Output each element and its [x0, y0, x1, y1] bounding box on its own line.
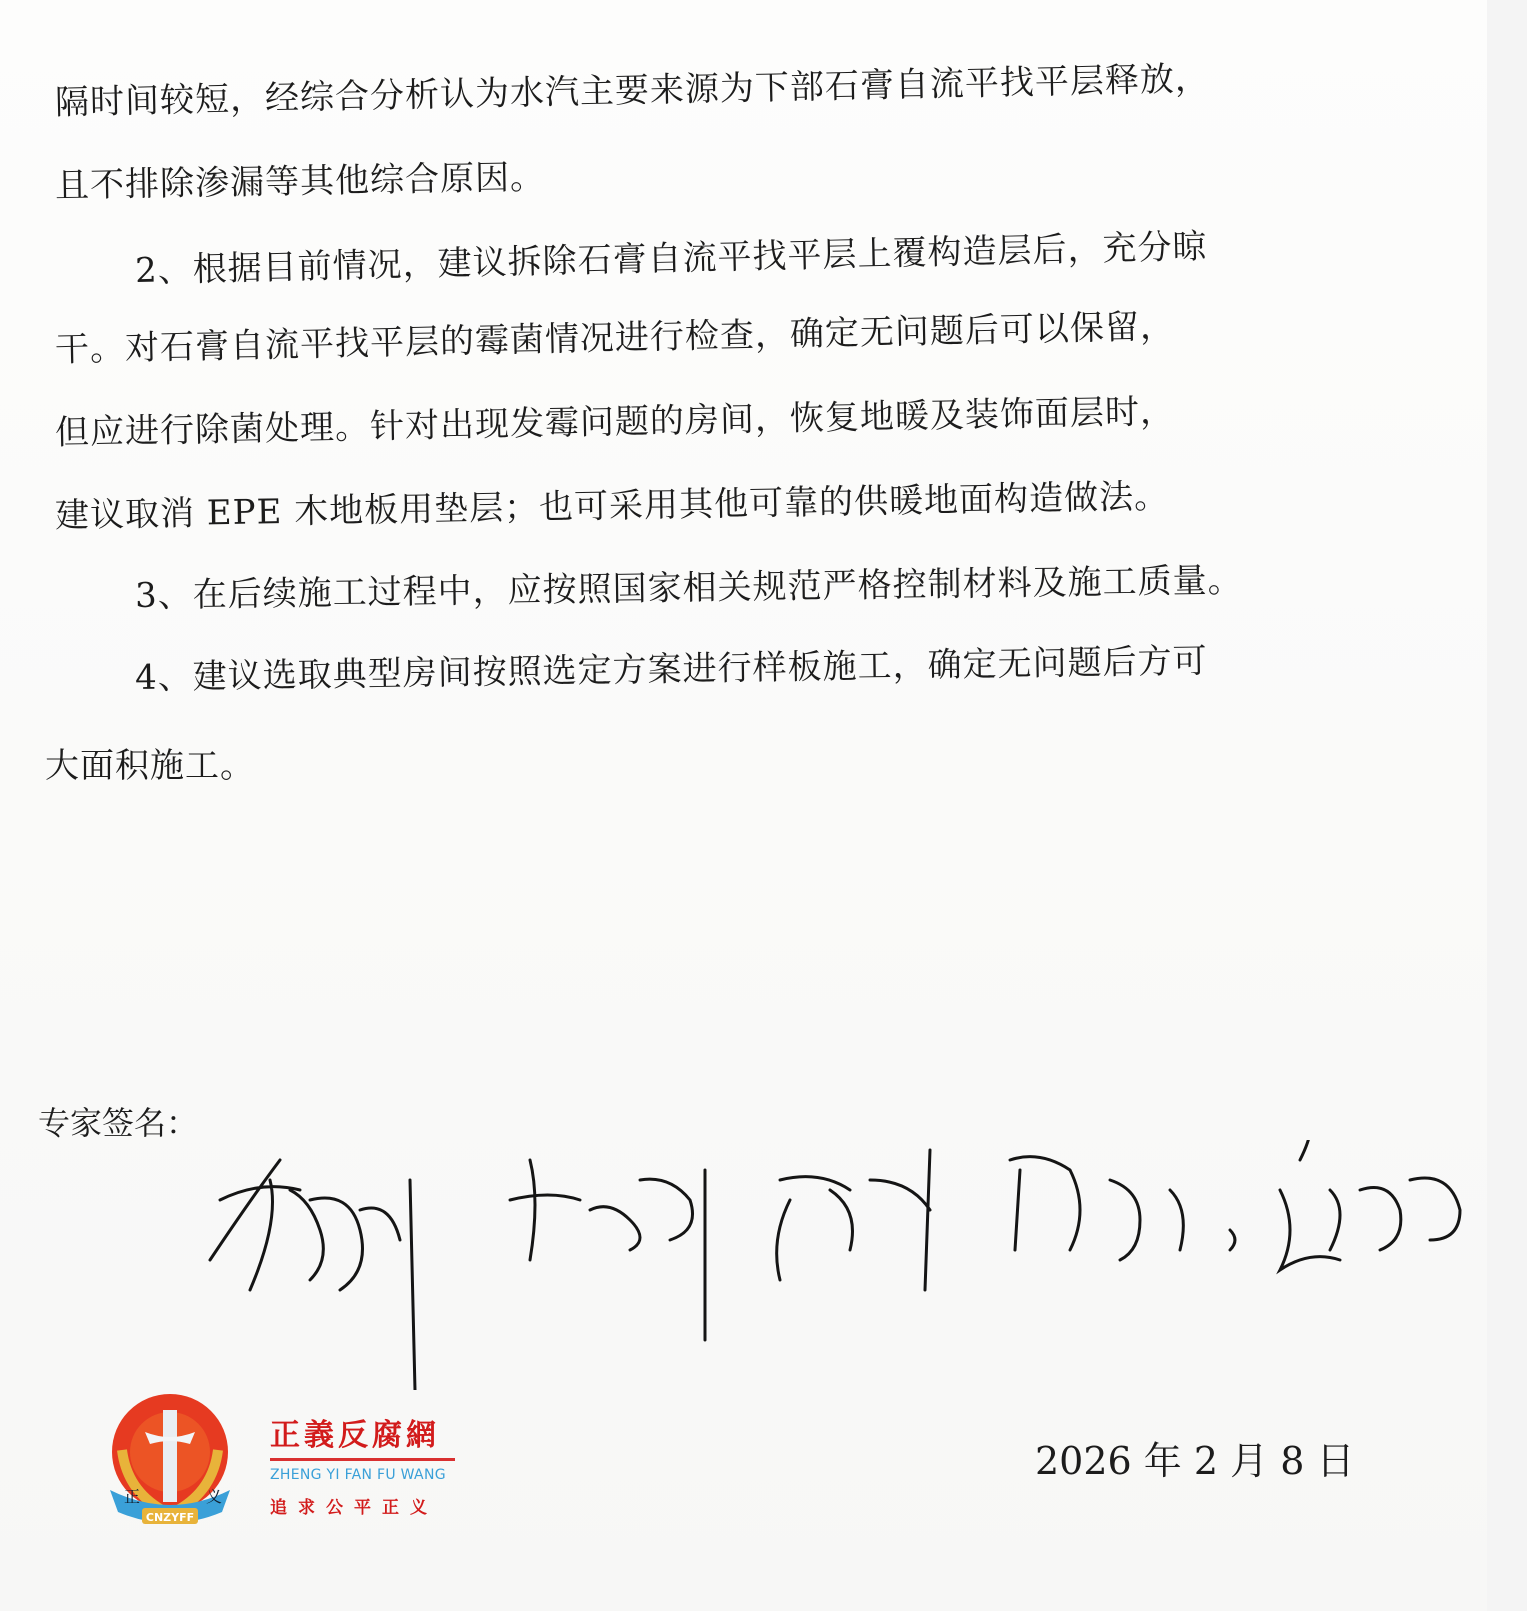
watermark-rule — [270, 1458, 455, 1461]
signature-3 — [777, 1150, 930, 1290]
signature-2 — [510, 1160, 705, 1340]
signature-label: 专家签名： — [38, 1104, 199, 1142]
text-line: 隔时间较短，经综合分析认为水汽主要来源为下部石膏自流平找平层释放， — [54, 58, 1211, 123]
signatures — [190, 1140, 1490, 1390]
watermark-text — [270, 1410, 455, 1518]
text-line: 建议取消 EPE 木地板用垫层；也可采用其他可靠的供暖地面构造做法。 — [54, 476, 1170, 536]
text-line: 3、在后续施工过程中，应按照国家相关规范严格控制材料及施工质量。 — [134, 560, 1243, 616]
text-line: 且不排除渗漏等其他综合原因。 — [54, 157, 546, 206]
page-edge — [1487, 0, 1527, 1611]
signature-1 — [210, 1160, 415, 1390]
text-line: 干。对石膏自流平找平层的霉菌情况进行检查，确定无问题后可以保留， — [54, 306, 1176, 370]
watermark-name-cn: 正義反腐網 — [270, 1418, 440, 1453]
watermark-slogan: 追求公平正义 — [270, 1498, 438, 1518]
text-line: 但应进行除菌处理。针对出现发霉问题的房间，恢复地暖及装饰面层时， — [54, 391, 1176, 453]
svg-text:义: 义 — [206, 1487, 223, 1506]
signature-5 — [1280, 1140, 1460, 1270]
text-line: 4、建议选取典型房间按照选定方案进行样板施工，确定无问题后方可 — [134, 641, 1208, 698]
svg-text:正: 正 — [124, 1487, 141, 1506]
svg-text:CNZYFF: CNZYFF — [145, 1511, 195, 1524]
watermark-logo-icon — [100, 1390, 240, 1530]
text-line: 2、根据目前情况，建议拆除石膏自流平找平层上覆构造层后，充分晾 — [134, 226, 1208, 291]
signature-4 — [1010, 1157, 1235, 1260]
watermark-name-en: ZHENG YI FAN FU WANG — [270, 1467, 446, 1483]
text-line: 大面积施工。 — [45, 746, 255, 786]
document-date: 2026 年 2 月 8 日 — [1035, 1439, 1355, 1483]
